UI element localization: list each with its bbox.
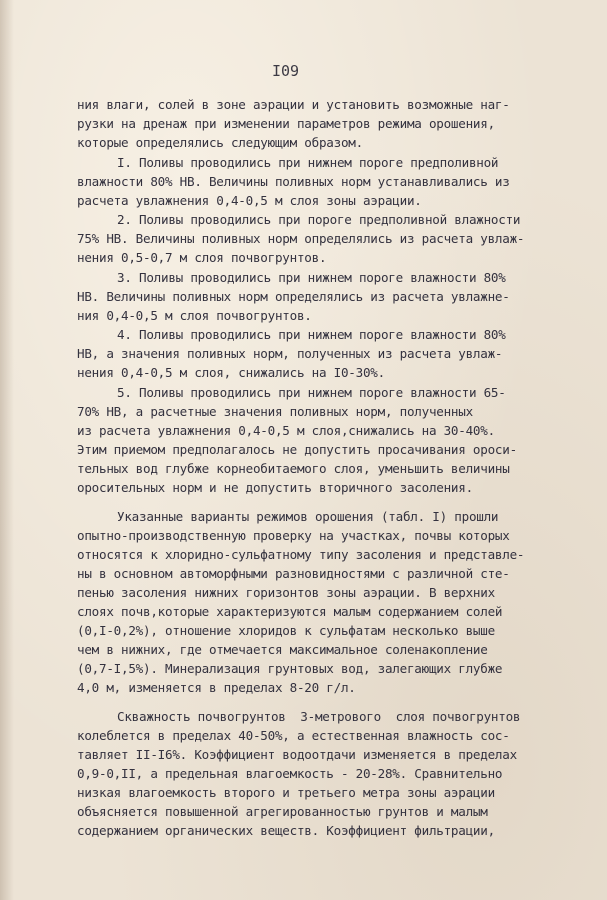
text-line: относятся к хлоридно-сульфатному типу засоления и представле-	[77, 547, 525, 562]
text-line: ны в основном автоморфными разновидностями с различной сте-	[77, 566, 510, 581]
text-line: низкая влагоемкость второго и третьего метра зоны аэрации	[77, 785, 495, 800]
text-line: НВ. Величины поливных норм определялись из расчета увлажне-	[77, 289, 510, 304]
text-line: 4. Поливы проводились при нижнем пороге влажности 80%	[117, 327, 506, 342]
text-line: содержанием органических веществ. Коэффициент фильтрации,	[77, 823, 495, 838]
text-line: чем в нижних, где отмечается максимальное соленакопление	[77, 642, 488, 657]
text-line: нения 0,4-0,5 м слоя, снижались на I0-30%.	[77, 365, 385, 380]
text-line: которые определялись следующим образом.	[77, 135, 363, 150]
text-line: Скважность почвогрунтов 3-метрового слоя почвогрунтов	[117, 709, 521, 724]
text-line: I. Поливы проводились при нижнем пороге предполивной	[117, 155, 499, 170]
text-line: из расчета увлажнения 0,4-0,5 м слоя,снижались на 30-40%.	[77, 423, 495, 438]
text-line: тельных вод глубже корнеобитаемого слоя, уменьшить величины	[77, 461, 510, 476]
text-line: опытно-производственную проверку на участках, почвы которых	[77, 528, 510, 543]
text-line: ния 0,4-0,5 м слоя почвогрунтов.	[77, 308, 312, 323]
text-line: 5. Поливы проводились при нижнем пороге влажности 65-	[117, 385, 506, 400]
text-line: объясняется повышенной агрегированностью грунтов и малым	[77, 804, 488, 819]
text-line: Указанные варианты режимов орошения (табл. I) прошли	[117, 509, 499, 524]
text-line: слоях почв,которые характеризуются малым содержанием солей	[77, 604, 503, 619]
text-line: 70% НВ, а расчетные значения поливных норм, полученных	[77, 404, 473, 419]
text-line: 2. Поливы проводились при пороге предполивной влажности	[117, 212, 521, 227]
text-line: оросительных норм и не допустить вторичного засоления.	[77, 480, 473, 495]
text-line: 0,9-0,II, а предельная влагоемкость - 20-28%. Сравнительно	[77, 766, 503, 781]
text-line: ния влаги, солей в зоне аэрации и установить возможные наг-	[77, 97, 510, 112]
page-spine-shadow	[0, 0, 14, 900]
text-line: влажности 80% НВ. Величины поливных норм устанавливались из	[77, 174, 510, 189]
text-line: 3. Поливы проводились при нижнем пороге влажности 80%	[117, 270, 506, 285]
text-line: нения 0,5-0,7 м слоя почвогрунтов.	[77, 250, 327, 265]
text-line: колеблется в пределах 40-50%, а естественная влажность сос-	[77, 728, 510, 743]
text-line: (0,7-I,5%). Минерализация грунтовых вод, залегающих глубже	[77, 661, 503, 676]
text-line: 75% НВ. Величины поливных норм определялись из расчета увлаж-	[77, 231, 525, 246]
text-line: НВ, а значения поливных норм, полученных из расчета увлаж-	[77, 346, 503, 361]
text-line: тавляет II-I6%. Коэффициент водоотдачи изменяется в пределах	[77, 747, 517, 762]
text-line: 4,0 м, изменяется в пределах 8-20 г/л.	[77, 680, 356, 695]
text-line: пенью засоления нижних горизонтов зоны аэрации. В верхних	[77, 585, 495, 600]
text-line: Этим приемом предполагалось не допустить просачивания ороси-	[77, 442, 517, 457]
text-line: расчета увлажнения 0,4-0,5 м слоя зоны аэрации.	[77, 193, 422, 208]
text-line: рузки на дренаж при изменении параметров режима орошения,	[77, 116, 495, 131]
page-number: I09	[271, 62, 300, 80]
text-line: (0,I-0,2%), отношение хлоридов к сульфатам несколько выше	[77, 623, 495, 638]
